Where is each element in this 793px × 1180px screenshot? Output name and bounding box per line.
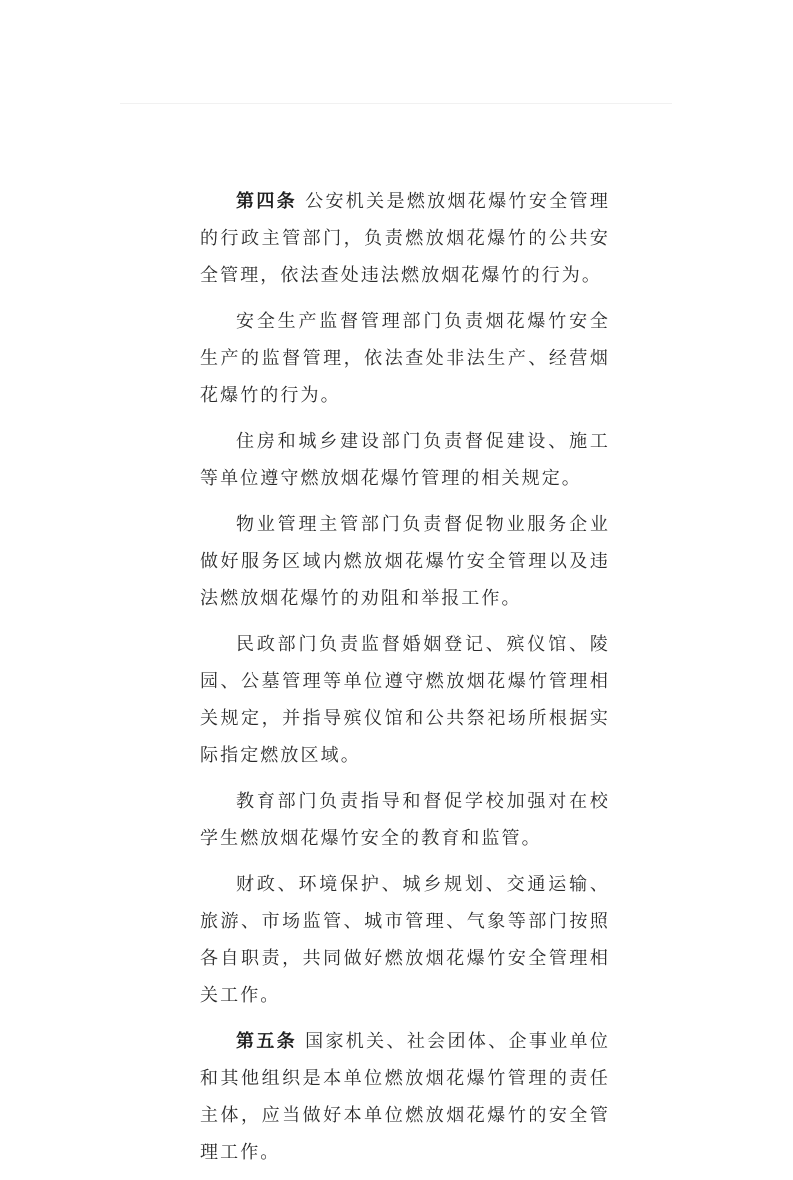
article-5-text: 国家机关、社会团体、企事业单位和其他组织是本单位燃放烟花爆竹管理的责任主体，应当做好本单位燃放烟花爆竹的安全管理工作。 bbox=[200, 1031, 610, 1163]
paragraph-safety-supervision: 安全生产监督管理部门负责烟花爆竹安全生产的监督管理，依法查处非法生产、经营烟花爆竹的行为。 bbox=[200, 311, 610, 406]
paragraph-housing-construction: 住房和城乡建设部门负责督促建设、施工等单位遵守燃放烟花爆竹管理的相关规定。 bbox=[200, 431, 610, 489]
article-4-paragraph bbox=[200, 183, 610, 294]
document-body bbox=[200, 183, 610, 1180]
paragraph-civil-affairs: 民政部门负责监督婚姻登记、殡仪馆、陵园、公墓管理等单位遵守燃放烟花爆竹管理相关规定，并指导殡仪馆和公共祭祀场所根据实际指定燃放区域。 bbox=[200, 634, 610, 766]
article-4-heading: 第四条 bbox=[236, 191, 298, 212]
scan-edge-line bbox=[120, 103, 672, 104]
article-5-heading: 第五条 bbox=[236, 1031, 298, 1052]
article-5-paragraph bbox=[200, 1023, 610, 1171]
article-4-text: 公安机关是燃放烟花爆竹安全管理的行政主管部门，负责燃放烟花爆竹的公共安全管理，依法查处违法燃放烟花爆竹的行为。 bbox=[200, 191, 610, 286]
paragraph-education: 教育部门负责指导和督促学校加强对在校学生燃放烟花爆竹安全的教育和监管。 bbox=[200, 791, 610, 849]
paragraph-property-management: 物业管理主管部门负责督促物业服务企业做好服务区域内燃放烟花爆竹安全管理以及违法燃放烟花爆竹的劝阻和举报工作。 bbox=[200, 514, 610, 609]
paragraph-other-departments: 财政、环境保护、城乡规划、交通运输、旅游、市场监管、城市管理、气象等部门按照各自职责，共同做好燃放烟花爆竹安全管理相关工作。 bbox=[200, 874, 610, 1006]
